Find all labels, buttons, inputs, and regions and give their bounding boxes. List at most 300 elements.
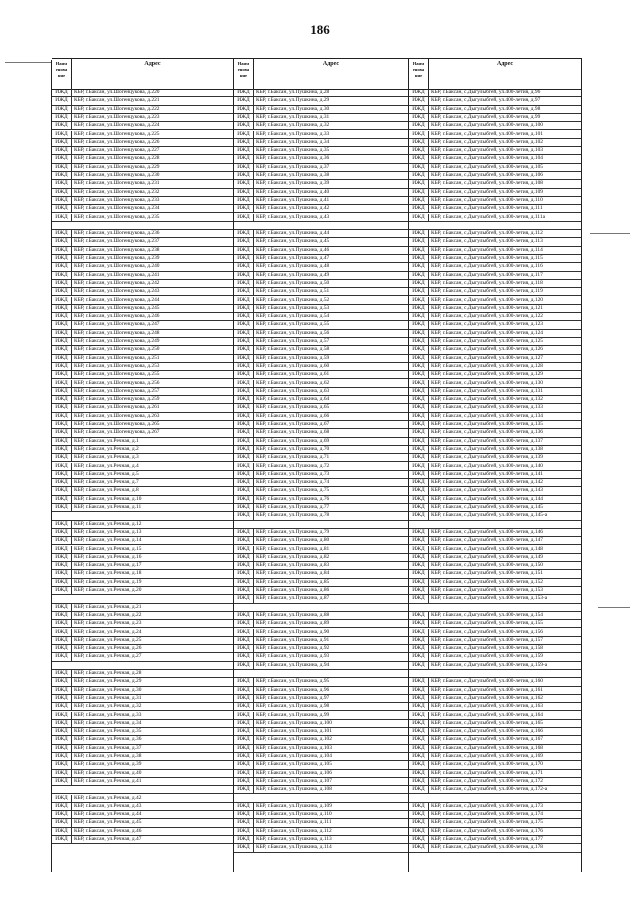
type-cell: ИЖД <box>52 363 72 370</box>
table-row <box>234 263 408 271</box>
address-cell: КБР, г.Баксан, с.Дыгулыбгей, ул.400-летия, д.96 <box>430 89 541 95</box>
type-cell: ИЖД <box>234 653 254 660</box>
type-cell: ИЖД <box>52 97 72 104</box>
address-cell: КБР, г.Баксан, с.Дыгулыбгей, ул.400-летия, д.166 <box>430 728 543 735</box>
address-cell: КБР, г.Баксан, ул.Пушкина, д.41 <box>255 196 330 203</box>
type-cell: ИЖД <box>52 131 72 138</box>
address-cell: КБР, г.Баксан, ул.Пушкина, д.73 <box>255 470 330 477</box>
type-cell: ИЖД <box>234 687 254 694</box>
table-row <box>409 404 581 412</box>
address-cell: КБР, г.Баксан, ул.Пушкина, д.76 <box>255 495 330 502</box>
type-cell: ИЖД <box>234 778 254 785</box>
table-row <box>234 712 408 720</box>
type-cell: ИЖД <box>52 404 72 411</box>
address-cell: КБР, г.Баксан, ул.Пушкина, д.42 <box>255 205 330 212</box>
address-cell: КБР, г.Баксан, ул.Пушкина, д.48 <box>255 263 330 270</box>
type-cell: ИЖД <box>234 479 254 486</box>
type-cell: ИЖД <box>409 297 429 304</box>
table-row <box>52 504 233 512</box>
type-cell: ИЖД <box>234 189 254 196</box>
address-cell: КБР, г.Баксан, ул.Шогенцукова, д.223 <box>74 113 160 120</box>
table-row <box>234 371 408 379</box>
table-row <box>409 844 581 852</box>
address-cell: КБР, г.Баксан, ул.Речная, д.26 <box>74 645 142 652</box>
type-cell: ИЖД <box>409 471 429 478</box>
address-cell: КБР, г.Баксан, ул.Речная, д.14 <box>74 537 142 544</box>
type-cell: ИЖД <box>52 620 72 627</box>
address-cell: КБР, г.Баксан, ул.Пушкина, д.35 <box>255 147 330 154</box>
table-row <box>234 288 408 296</box>
address-cell: КБР, г.Баксан, ул.Пушкина, д.64 <box>255 396 330 403</box>
table-row <box>52 89 233 97</box>
table-row <box>234 280 408 288</box>
address-cell: КБР, г.Баксан, ул.Шогенцукова, д.242 <box>74 279 160 286</box>
type-cell: ИЖД <box>52 712 72 719</box>
address-cell: КБР, г.Баксан, с.Дыгулыбгей, ул.400-летия, д.167 <box>430 736 543 743</box>
table-row <box>234 463 408 471</box>
table-row <box>409 504 581 512</box>
address-cell: КБР, г.Баксан, с.Дыгулыбгей, ул.400-летия, д.121 <box>430 304 543 311</box>
type-cell: ИЖД <box>409 720 429 727</box>
type-cell: ИЖД <box>52 570 72 577</box>
table-row <box>409 280 581 288</box>
table-row <box>234 122 408 130</box>
table-row <box>52 388 233 396</box>
address-cell: КБР, г.Баксан, с.Дыгулыбгей, ул.400-летия, д.130 <box>430 379 543 386</box>
type-cell: ИЖД <box>234 238 254 245</box>
table-row <box>409 413 581 421</box>
address-cell: КБР, г.Баксан, ул.Шогенцукова, д.251 <box>74 354 160 361</box>
table-row <box>409 147 581 155</box>
table-row <box>409 537 581 545</box>
address-cell: КБР, г.Баксан, ул.Шогенцукова, д.233 <box>74 196 160 203</box>
type-cell: ИЖД <box>234 529 254 536</box>
type-cell: ИЖД <box>409 637 429 644</box>
type-cell: ИЖД <box>409 280 429 287</box>
table-row <box>234 662 408 670</box>
type-cell: ИЖД <box>409 836 429 843</box>
type-cell: ИЖД <box>52 521 72 528</box>
address-cell: КБР, г.Баксан, ул.Пушкина, д.93 <box>255 653 330 660</box>
type-cell: ИЖД <box>234 131 254 138</box>
table-row <box>234 570 408 578</box>
table-row <box>52 570 233 578</box>
table-row <box>409 122 581 130</box>
type-cell: ИЖД <box>52 670 72 677</box>
type-cell: ИЖД <box>52 330 72 337</box>
table-row <box>52 438 233 446</box>
type-cell: ИЖД <box>52 720 72 727</box>
table-row <box>52 828 233 836</box>
address-cell: КБР, г.Баксан, ул.Речная, д.16 <box>74 553 142 560</box>
table-row <box>52 811 233 819</box>
type-cell: ИЖД <box>234 255 254 262</box>
type-cell: ИЖД <box>234 263 254 270</box>
type-cell: ИЖД <box>52 388 72 395</box>
type-cell: ИЖД <box>52 612 72 619</box>
type-cell: ИЖД <box>52 471 72 478</box>
address-cell: КБР, г.Баксан, ул.Пушкина, д.69 <box>255 437 330 444</box>
address-cell: КБР, г.Баксан, ул.Речная, д.28 <box>74 670 142 676</box>
table-row <box>409 288 581 296</box>
address-cell: КБР, г.Баксан, ул.Пушкина, д.61 <box>255 371 330 378</box>
address-cell: КБР, г.Баксан, с.Дыгулыбгей, ул.400-летия, д.175 <box>430 819 543 826</box>
table-row <box>409 529 581 537</box>
address-cell: КБР, г.Баксан, ул.Пушкина, д.103 <box>255 744 332 751</box>
table-row <box>409 770 581 778</box>
type-cell: ИЖД <box>234 297 254 304</box>
type-cell: ИЖД <box>234 803 254 810</box>
type-cell: ИЖД <box>52 380 72 387</box>
table-row <box>52 114 233 122</box>
table-row <box>52 554 233 562</box>
address-cell: КБР, г.Баксан, ул.Шогенцукова, д.220 <box>74 89 160 95</box>
row-gap <box>409 604 581 612</box>
table-row <box>234 139 408 147</box>
table-row <box>234 346 408 354</box>
table-row <box>234 164 408 172</box>
address-cell: КБР, г.Баксан, ул.Пушкина, д.62 <box>255 379 330 386</box>
type-cell: ИЖД <box>409 413 429 420</box>
type-cell: ИЖД <box>52 429 72 436</box>
type-cell: ИЖД <box>52 554 72 561</box>
address-cell: КБР, г.Баксан, с.Дыгулыбгей, ул.400-летия, д.163 <box>430 703 543 710</box>
type-cell: ИЖД <box>409 579 429 586</box>
table-row <box>52 122 233 130</box>
address-cell: КБР, г.Баксан, ул.Речная, д.15 <box>74 545 142 552</box>
table-row <box>52 97 233 105</box>
address-cell: КБР, г.Баксан, с.Дыгулыбгей, ул.400-летия, д.145-а <box>430 512 548 519</box>
address-cell: КБР, г.Баксан, с.Дыгулыбгей, ул.400-летия, д.120 <box>430 296 543 303</box>
address-cell: КБР, г.Баксан, ул.Пушкина, д.58 <box>255 346 330 353</box>
type-cell: ИЖД <box>234 438 254 445</box>
address-cell: КБР, г.Баксан, ул.Пушкина, д.34 <box>255 138 330 145</box>
address-cell: КБР, г.Баксан, с.Дыгулыбгей, ул.400-летия, д.139 <box>430 454 543 461</box>
type-cell: ИЖД <box>409 131 429 138</box>
type-cell: ИЖД <box>234 321 254 328</box>
address-cell: КБР, г.Баксан, ул.Шогенцукова, д.246 <box>74 313 160 320</box>
address-cell: КБР, г.Баксан, ул.Пушкина, д.90 <box>255 628 330 635</box>
type-header: Наим енова ние <box>52 59 72 89</box>
address-cell: КБР, г.Баксан, ул.Речная, д.21 <box>74 603 142 610</box>
table-row <box>234 587 408 595</box>
table-row <box>234 629 408 637</box>
type-cell: ИЖД <box>234 404 254 411</box>
address-cell: КБР, г.Баксан, ул.Пушкина, д.66 <box>255 412 330 419</box>
table-row <box>234 504 408 512</box>
address-cell: КБР, г.Баксан, ул.Пушкина, д.40 <box>255 188 330 195</box>
table-row <box>234 197 408 205</box>
type-cell: ИЖД <box>52 346 72 353</box>
address-cell: КБР, г.Баксан, с.Дыгулыбгей, ул.400-летия, д.102 <box>430 138 543 145</box>
table-row <box>234 388 408 396</box>
type-cell: ИЖД <box>234 703 254 710</box>
table-row <box>234 413 408 421</box>
table-row <box>52 288 233 296</box>
table-row <box>234 238 408 246</box>
type-cell: ИЖД <box>234 371 254 378</box>
address-cell: КБР, г.Баксан, ул.Пушкина, д.71 <box>255 454 330 461</box>
address-cell: КБР, г.Баксан, ул.Пушкина, д.81 <box>255 545 330 552</box>
table-row <box>234 89 408 97</box>
table-row <box>409 587 581 595</box>
table-row <box>52 338 233 346</box>
table-row <box>409 429 581 437</box>
table-row <box>409 330 581 338</box>
type-cell: ИЖД <box>234 512 254 519</box>
table-row <box>234 803 408 811</box>
address-cell: КБР, г.Баксан, ул.Речная, д.11 <box>74 504 142 510</box>
address-cell: КБР, г.Баксан, с.Дыгулыбгей, ул.400-летия, д.111а <box>430 213 545 220</box>
address-cell: КБР, г.Баксан, ул.Речная, д.19 <box>74 578 142 585</box>
type-cell: ИЖД <box>234 106 254 113</box>
address-cell: КБР, г.Баксан, ул.Пушкина, д.83 <box>255 562 330 569</box>
row-gap <box>234 670 408 678</box>
type-cell: ИЖД <box>409 114 429 121</box>
address-cell: КБР, г.Баксан, ул.Пушкина, д.86 <box>255 587 330 593</box>
table-row <box>52 637 233 645</box>
address-cell: КБР, г.Баксан, с.Дыгулыбгей, ул.400-летия, д.116 <box>430 263 543 270</box>
table-row <box>52 421 233 429</box>
table-row <box>234 297 408 305</box>
table-row <box>409 803 581 811</box>
address-cell: КБР, г.Баксан, ул.Пушкина, д.95 <box>255 678 330 685</box>
address-cell: КБР, г.Баксан, ул.Шогенцукова, д.236 <box>74 230 160 237</box>
table-row <box>409 512 581 520</box>
row-gap <box>234 222 408 230</box>
address-cell: КБР, г.Баксан, ул.Речная, д.23 <box>74 620 142 627</box>
address-cell: КБР, г.Баксан, ул.Пушкина, д.94 <box>255 661 330 668</box>
address-cell: КБР, г.Баксан, ул.Пушкина, д.30 <box>255 105 330 112</box>
table-row <box>52 678 233 686</box>
address-cell: КБР, г.Баксан, ул.Речная, д.45 <box>74 819 142 826</box>
table-row <box>409 645 581 653</box>
address-cell: КБР, г.Баксан, ул.Пушкина, д.57 <box>255 338 330 344</box>
address-cell: КБР, г.Баксан, с.Дыгулыбгей, ул.400-летия, д.125 <box>430 338 543 344</box>
type-cell: ИЖД <box>52 164 72 171</box>
row-gap <box>52 512 233 520</box>
type-cell: ИЖД <box>409 587 429 594</box>
table-row <box>409 487 581 495</box>
address-cell: КБР, г.Баксан, с.Дыгулыбгей, ул.400-летия, д.113 <box>430 238 543 245</box>
address-cell: КБР, г.Баксан, с.Дыгулыбгей, ул.400-летия, д.173 <box>430 802 543 809</box>
table-row <box>52 363 233 371</box>
address-cell: КБР, г.Баксан, ул.Шогенцукова, д.240 <box>74 263 160 270</box>
type-cell: ИЖД <box>409 321 429 328</box>
address-cell: КБР, г.Баксан, ул.Речная, д.4 <box>74 462 139 469</box>
table-row <box>234 612 408 620</box>
address-cell: КБР, г.Баксан, с.Дыгулыбгей, ул.400-летия, д.128 <box>430 362 543 369</box>
table-row <box>52 346 233 354</box>
type-cell: ИЖД <box>409 687 429 694</box>
type-cell: ИЖД <box>409 388 429 395</box>
address-cell: КБР, г.Баксан, с.Дыгулыбгей, ул.400-летия, д.132 <box>430 396 543 403</box>
address-cell: КБР, г.Баксан, с.Дыгулыбгей, ул.400-летия, д.145 <box>430 504 543 510</box>
table-row <box>234 512 408 520</box>
address-cell: КБР, г.Баксан, ул.Пушкина, д.44 <box>255 230 330 237</box>
table-row <box>234 496 408 504</box>
table-row <box>52 687 233 695</box>
address-cell: КБР, г.Баксан, ул.Пушкина, д.104 <box>255 753 332 759</box>
table-row <box>234 404 408 412</box>
type-cell: ИЖД <box>52 761 72 768</box>
table-row <box>409 139 581 147</box>
address-cell: КБР, г.Баксан, ул.Речная, д.31 <box>74 694 142 701</box>
table-row <box>234 446 408 454</box>
table-row <box>52 413 233 421</box>
table-row <box>409 114 581 122</box>
type-cell: ИЖД <box>52 811 72 818</box>
address-cell: КБР, г.Баксан, с.Дыгулыбгей, ул.400-летия, д.152 <box>430 578 543 585</box>
table-row <box>234 554 408 562</box>
type-cell: ИЖД <box>409 546 429 553</box>
address-header: Адрес <box>322 61 340 67</box>
type-cell: ИЖД <box>52 678 72 685</box>
row-gap <box>234 795 408 803</box>
address-cell: КБР, г.Баксан, ул.Пушкина, д.106 <box>255 769 332 776</box>
table-row <box>52 487 233 495</box>
address-cell: КБР, г.Баксан, с.Дыгулыбгей, ул.400-летия, д.112 <box>430 230 543 237</box>
address-cell: КБР, г.Баксан, с.Дыгулыбгей, ул.400-летия, д.172 <box>430 777 543 784</box>
address-cell: КБР, г.Баксан, ул.Речная, д.42 <box>74 794 142 801</box>
type-cell: ИЖД <box>409 612 429 619</box>
address-cell: КБР, г.Баксан, с.Дыгулыбгей, ул.400-летия, д.146 <box>430 528 543 535</box>
address-cell: КБР, г.Баксан, ул.Шогенцукова, д.239 <box>74 255 160 261</box>
table-row <box>409 728 581 736</box>
address-cell: КБР, г.Баксан, ул.Шогенцукова, д.237 <box>74 238 160 245</box>
table-row <box>234 653 408 661</box>
type-cell: ИЖД <box>52 288 72 295</box>
type-cell: ИЖД <box>234 313 254 320</box>
table-row <box>409 421 581 429</box>
table-row <box>234 155 408 163</box>
type-cell: ИЖД <box>409 728 429 735</box>
type-cell: ИЖД <box>409 429 429 436</box>
type-cell: ИЖД <box>409 106 429 113</box>
type-cell: ИЖД <box>409 454 429 461</box>
type-cell: ИЖД <box>409 463 429 470</box>
type-cell: ИЖД <box>52 828 72 835</box>
address-cell: КБР, г.Баксан, ул.Речная, д.36 <box>74 736 142 743</box>
type-cell: ИЖД <box>234 736 254 743</box>
address-cell: КБР, г.Баксан, ул.Пушкина, д.33 <box>255 130 330 137</box>
type-cell: ИЖД <box>409 479 429 486</box>
table-row <box>234 786 408 794</box>
row-gap <box>409 795 581 803</box>
address-cell: КБР, г.Баксан, ул.Шогенцукова, д.259 <box>74 396 160 403</box>
type-cell: ИЖД <box>52 247 72 254</box>
address-cell: КБР, г.Баксан, ул.Речная, д.22 <box>74 611 142 618</box>
type-cell: ИЖД <box>234 662 254 669</box>
table-row <box>409 778 581 786</box>
address-cell: КБР, г.Баксан, ул.Пушкина, д.74 <box>255 479 330 486</box>
address-cell: КБР, г.Баксан, ул.Речная, д.34 <box>74 719 142 726</box>
address-cell: КБР, г.Баксан, с.Дыгулыбгей, ул.400-летия, д.137 <box>430 437 543 444</box>
table-row <box>234 479 408 487</box>
address-cell: КБР, г.Баксан, с.Дыгулыбгей, ул.400-летия, д.151 <box>430 570 543 577</box>
table-row <box>52 214 233 222</box>
address-cell: КБР, г.Баксан, ул.Пушкина, д.110 <box>255 811 332 818</box>
table-row <box>52 546 233 554</box>
table-row <box>409 637 581 645</box>
table-row <box>52 562 233 570</box>
type-cell: ИЖД <box>409 214 429 221</box>
type-cell: ИЖД <box>234 753 254 760</box>
table-row <box>409 355 581 363</box>
table-row <box>409 612 581 620</box>
address-cell: КБР, г.Баксан, с.Дыгулыбгей, ул.400-летия, д.142 <box>430 479 543 486</box>
table-row <box>234 637 408 645</box>
table-row <box>52 770 233 778</box>
address-cell: КБР, г.Баксан, ул.Пушкина, д.79 <box>255 528 330 535</box>
table-row <box>409 712 581 720</box>
address-cell: КБР, г.Баксан, ул.Пушкина, д.113 <box>255 836 332 842</box>
table-row <box>234 703 408 711</box>
table-row <box>52 629 233 637</box>
table-row <box>52 454 233 462</box>
table-row <box>234 363 408 371</box>
type-cell: ИЖД <box>409 272 429 279</box>
table-row <box>409 745 581 753</box>
address-cell: КБР, г.Баксан, ул.Речная, д.44 <box>74 811 142 818</box>
table-row <box>52 404 233 412</box>
type-cell: ИЖД <box>52 197 72 204</box>
type-cell: ИЖД <box>52 172 72 179</box>
address-cell: КБР, г.Баксан, ул.Пушкина, д.108 <box>255 786 332 793</box>
address-cell: КБР, г.Баксан, ул.Речная, д.38 <box>74 753 142 759</box>
address-cell: КБР, г.Баксан, ул.Речная, д.5 <box>74 470 139 477</box>
type-cell: ИЖД <box>234 836 254 843</box>
table-row <box>409 836 581 844</box>
table-column-2 <box>234 58 409 872</box>
table-row <box>234 487 408 495</box>
address-cell: КБР, г.Баксан, ул.Речная, д.12 <box>74 520 142 527</box>
table-column-1 <box>52 58 234 872</box>
address-cell: КБР, г.Баксан, ул.Пушкина, д.98 <box>255 703 330 710</box>
table-row <box>409 263 581 271</box>
table-row <box>409 172 581 180</box>
type-cell: ИЖД <box>52 487 72 494</box>
address-cell: КБР, г.Баксан, ул.Пушкина, д.52 <box>255 296 330 303</box>
address-cell: КБР, г.Баксан, с.Дыгулыбгей, ул.400-летия, д.126 <box>430 346 543 353</box>
type-cell: ИЖД <box>52 147 72 154</box>
type-cell: ИЖД <box>234 164 254 171</box>
table-row <box>52 778 233 786</box>
type-cell: ИЖД <box>234 587 254 594</box>
table-row <box>234 338 408 346</box>
address-cell: КБР, г.Баксан, ул.Речная, д.33 <box>74 711 142 718</box>
table-row <box>52 330 233 338</box>
table-row <box>409 570 581 578</box>
type-cell: ИЖД <box>409 745 429 752</box>
table-row <box>409 753 581 761</box>
address-cell: КБР, г.Баксан, ул.Шогенцукова, д.263 <box>74 412 160 419</box>
type-cell: ИЖД <box>409 313 429 320</box>
table-row <box>234 255 408 263</box>
type-cell: ИЖД <box>234 811 254 818</box>
margin-tick-left <box>5 62 51 63</box>
table-row <box>234 396 408 404</box>
table-row <box>52 653 233 661</box>
table-row <box>52 720 233 728</box>
address-cell: КБР, г.Баксан, ул.Шогенцукова, д.230 <box>74 172 160 178</box>
address-cell: КБР, г.Баксан, ул.Шогенцукова, д.261 <box>74 404 160 411</box>
address-cell: КБР, г.Баксан, ул.Шогенцукова, д.226 <box>74 138 160 145</box>
address-cell: КБР, г.Баксан, ул.Шогенцукова, д.235 <box>74 213 160 220</box>
table-row <box>234 736 408 744</box>
table-row <box>52 736 233 744</box>
address-cell: КБР, г.Баксан, ул.Речная, д.47 <box>74 836 142 842</box>
